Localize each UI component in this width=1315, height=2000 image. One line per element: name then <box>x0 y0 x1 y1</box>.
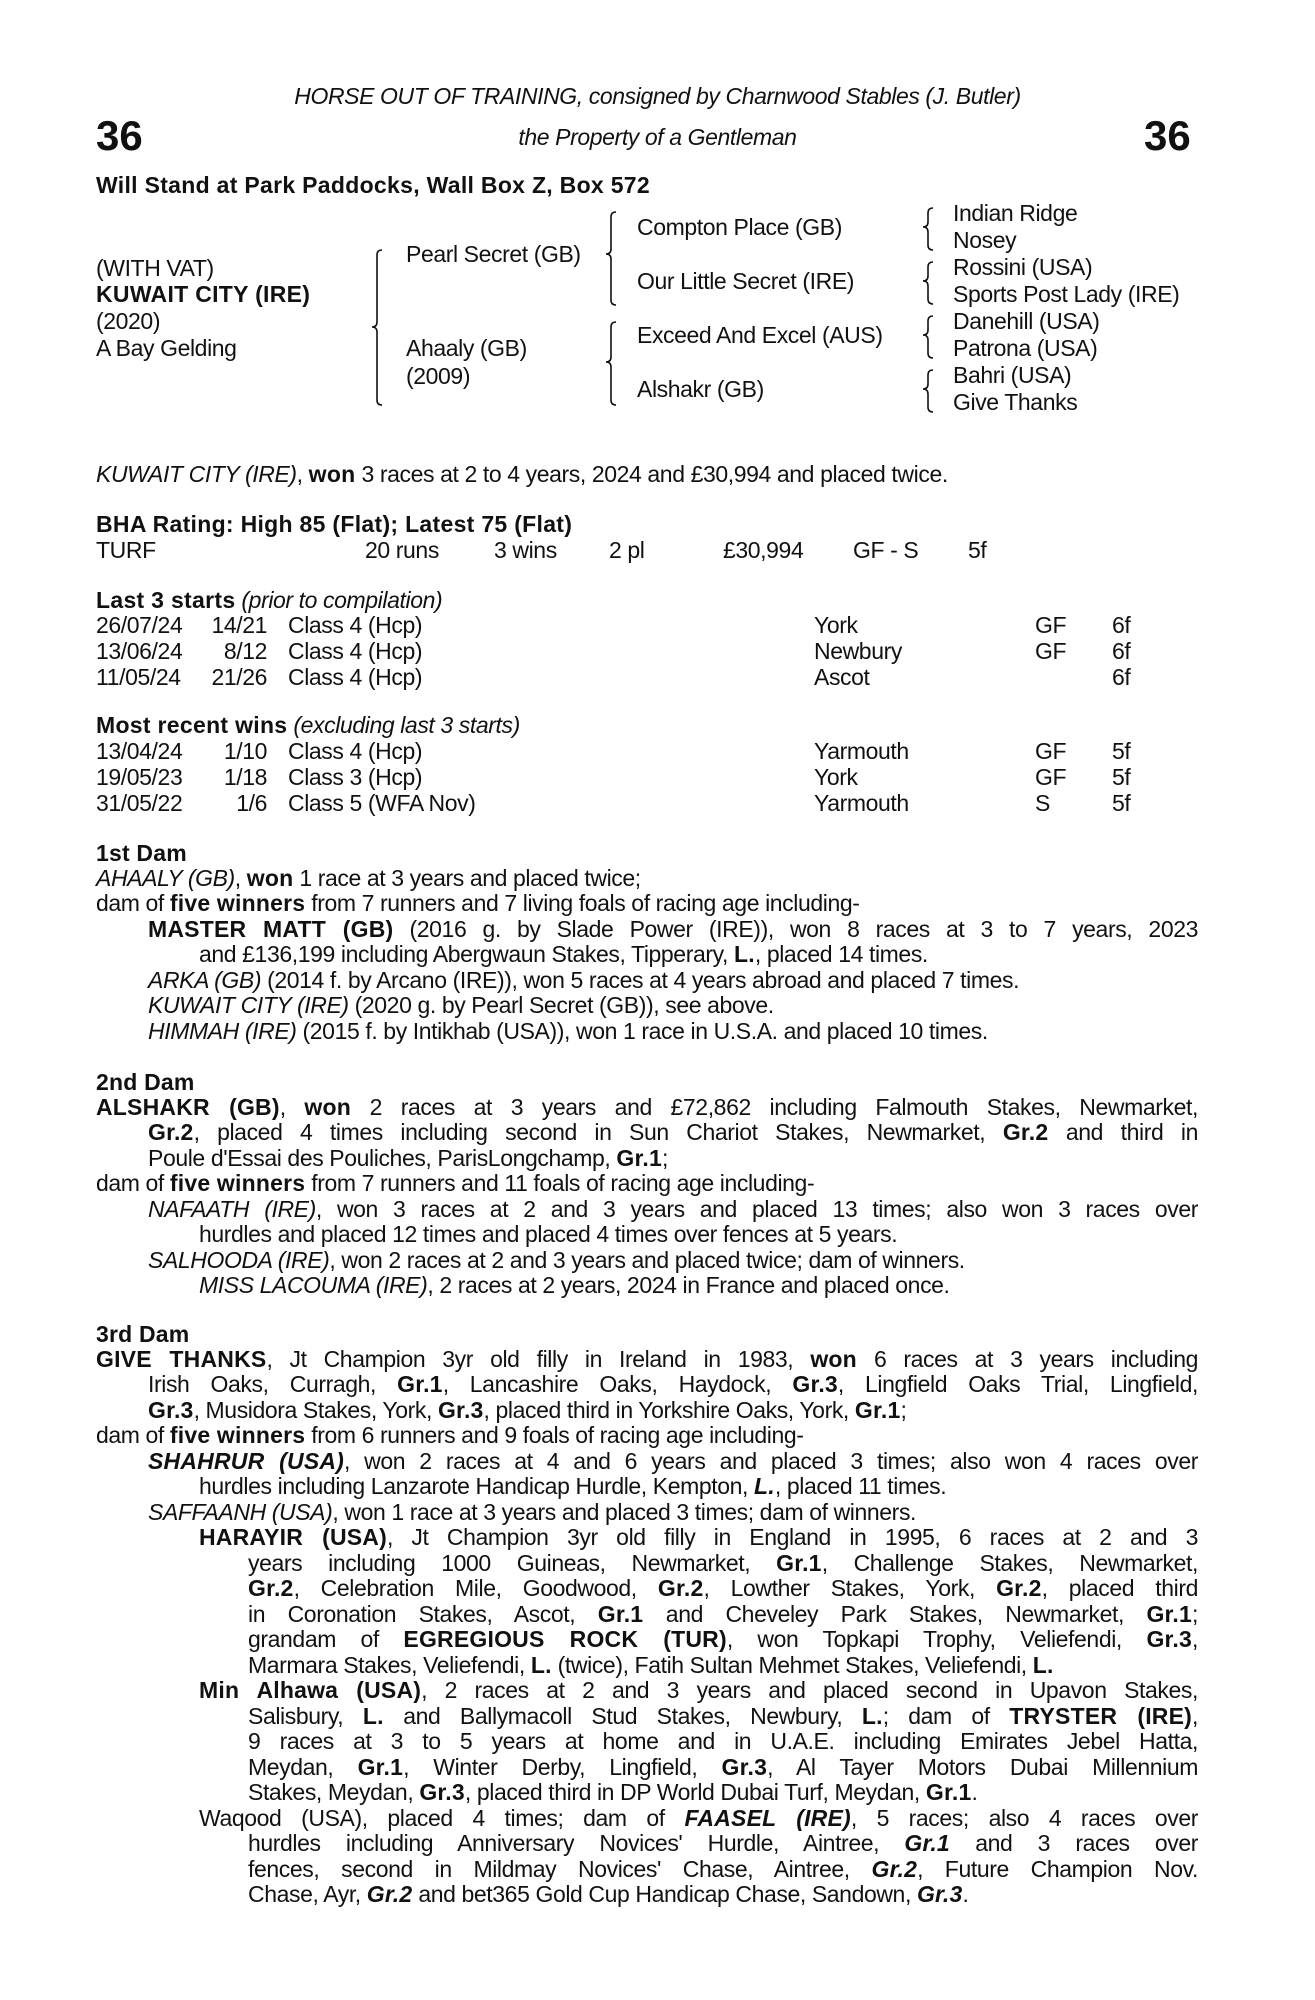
pedigree-text-line <box>148 1197 1198 1223</box>
pedigree-text-line <box>148 1398 1198 1424</box>
text-run: Gr.3 <box>916 1881 963 1907</box>
race-dist: 5f <box>1112 790 1131 816</box>
text-run: in Coronation Stakes, Ascot, <box>248 1600 598 1627</box>
stand-location: Will Stand at Park Paddocks, Wall Box Z, Box 572 <box>96 172 650 198</box>
text-run: Gr.2 <box>657 1575 704 1601</box>
great-grandparent: Indian Ridge <box>953 200 1078 226</box>
text-run: , Musidora Stakes, York, <box>193 1396 438 1423</box>
race-pos: 8/12 <box>223 638 267 664</box>
pedigree-bracket <box>923 208 933 250</box>
text-run: and £136,199 including Abergwaun Stakes, Tipperary, <box>199 941 734 967</box>
dam-year: (2009) <box>406 363 471 389</box>
text-run: , placed 14 times. <box>754 941 928 967</box>
text-run: MASTER MATT (GB) <box>148 915 394 942</box>
race-dist: 6f <box>1112 664 1131 690</box>
pedigree-text-line <box>148 1500 1198 1526</box>
horse-description: A Bay Gelding <box>96 335 237 361</box>
pedigree-text-line <box>248 1627 1198 1653</box>
text-run: , placed third in DP World Dubai Turf, Meydan, <box>464 1779 926 1805</box>
surface: TURF <box>96 537 156 563</box>
text-run: KUWAIT CITY (IRE) <box>148 992 349 1018</box>
pedigree-bracket <box>923 370 933 412</box>
race-date: 31/05/22 <box>96 790 183 816</box>
text-run: from 7 runners and 7 living foals of racing age including- <box>305 890 860 916</box>
pedigree-text-line <box>199 1525 1198 1551</box>
text-run: Waqood (USA), placed 4 times; dam of <box>199 1804 685 1831</box>
lot-number-left: 36 <box>96 112 143 159</box>
race-dist: 5f <box>1112 738 1131 764</box>
grandparent: Exceed And Excel (AUS) <box>637 322 883 348</box>
race-class: Class 4 (Hcp) <box>288 664 423 690</box>
text-run: years including 1000 Guineas, Newmarket, <box>248 1549 777 1576</box>
text-run: , <box>234 864 247 891</box>
pedigree-text-line <box>148 1372 1198 1398</box>
text-run: (2015 f. by Intikhab (USA)), won 1 race in U.S.A. and placed 10 times. <box>296 1017 988 1044</box>
race-going: GF <box>1035 612 1067 638</box>
pedigree-text-line <box>148 1146 1198 1172</box>
text-run: Gr.2 <box>871 1855 918 1882</box>
pedigree-text-line <box>248 1653 1198 1679</box>
pedigree-text-line <box>148 1248 1198 1274</box>
text-run: AHAALY (GB) <box>96 864 235 891</box>
pedigree-text-line <box>248 1831 1198 1857</box>
text-run: , 2 races at 2 and 3 years and placed second in Upavon Stakes, <box>421 1677 1198 1703</box>
text-run: ; <box>1192 1600 1198 1627</box>
text-run: Gr.3 <box>148 1396 194 1423</box>
text-run: , <box>279 1093 305 1120</box>
pedigree-text-line <box>148 1019 1198 1045</box>
text-run: L. <box>1032 1651 1054 1678</box>
last-starts-note: (prior to compilation) <box>235 587 443 613</box>
text-run: five winners <box>169 1170 306 1196</box>
pedigree-bracket <box>923 316 933 358</box>
pedigree-text-line <box>248 1755 1198 1781</box>
last-starts-heading <box>96 587 442 613</box>
grandparent: Alshakr (GB) <box>637 376 764 402</box>
race-dist: 6f <box>1112 638 1131 664</box>
race-course: Yarmouth <box>814 790 909 816</box>
sire: Pearl Secret (GB) <box>406 241 581 267</box>
text-run: Marmara Stakes, Veliefendi, <box>248 1651 531 1678</box>
text-run: SAFFAANH (USA) <box>148 1498 333 1525</box>
text-run: five winners <box>169 1422 306 1448</box>
text-run: Meydan, <box>248 1753 358 1780</box>
race-date: 11/05/24 <box>96 664 181 690</box>
text-run: Gr.1 <box>904 1830 950 1856</box>
text-run: hurdles including Lanzarote Handicap Hurdle, Kempton, <box>199 1473 755 1499</box>
text-run: SHAHRUR (USA) <box>148 1447 345 1474</box>
pedigree-text-line <box>248 1602 1198 1628</box>
text-run: , placed 4 times including second in Sun Chariot Stakes, Newmarket, <box>193 1119 1003 1145</box>
text-run: Gr.3 <box>792 1371 838 1397</box>
text-run: and Cheveley Park Stakes, Newmarket, <box>643 1600 1147 1627</box>
race-dist: 6f <box>1112 612 1131 638</box>
race-going: GF <box>1035 738 1067 764</box>
text-run: Gr.1 <box>397 1371 443 1397</box>
text-run: Gr.3 <box>1146 1626 1192 1652</box>
text-run: dam of <box>96 1422 170 1448</box>
race-going: GF <box>1035 764 1067 790</box>
pedigree-text-line <box>248 1576 1198 1602</box>
text-run: Gr.1 <box>925 1779 972 1805</box>
text-run: . <box>962 1881 969 1907</box>
pedigree-text-line <box>199 1222 1198 1248</box>
text-run: MISS LACOUMA (IRE) <box>199 1272 428 1298</box>
recent-wins-heading <box>96 712 520 738</box>
text-run: , Celebration Mile, Goodwood, <box>293 1575 658 1601</box>
consignment-line: HORSE OUT OF TRAINING, consigned by Charnwood Stables (J. Butler) <box>294 83 1021 109</box>
text-run: ARKA (GB) <box>148 966 262 993</box>
pedigree-text-line <box>199 942 1198 968</box>
race-going: S <box>1035 790 1050 816</box>
text-run: (2020 g. by Pearl Secret (GB)), see above. <box>348 992 774 1018</box>
great-grandparent: Nosey <box>953 227 1017 253</box>
text-run: 9 races at 3 to 5 years at home and in U.A.E. including Emirates Jebel Hatta, <box>248 1728 1198 1754</box>
text-run: , Lancashire Oaks, Haydock, <box>442 1371 793 1397</box>
pedigree-text-line <box>148 993 1198 1019</box>
race-class: Class 4 (Hcp) <box>288 738 423 764</box>
dam: Ahaaly (GB) <box>406 335 527 361</box>
text-run: dam of <box>96 890 170 916</box>
text-run: , Winter Derby, Lingfield, <box>403 1753 722 1780</box>
race-course: Ascot <box>814 664 870 690</box>
pedigree-bracket <box>923 262 933 304</box>
race-going: GF <box>1035 638 1067 664</box>
pedigree-text-line <box>248 1780 1198 1806</box>
text-run: L. <box>754 1473 775 1499</box>
text-run: , Jt Champion 3yr old filly in England in 1995, 6 races at 2 and 3 <box>386 1524 1198 1550</box>
text-run: , won 1 race at 3 years and placed 3 times; dam of winners. <box>332 1498 917 1525</box>
text-run: (2014 f. by Arcano (IRE)), won 5 races at 4 years abroad and placed 7 times. <box>261 966 1020 993</box>
race-course: York <box>814 764 858 790</box>
great-grandparent: Danehill (USA) <box>953 308 1100 334</box>
race-pos: 14/21 <box>211 612 267 638</box>
text-run: fences, second in Mildmay Novices' Chase, Aintree, <box>248 1855 872 1882</box>
horse-name: KUWAIT CITY (IRE) <box>96 281 311 307</box>
pedigree-bracket <box>372 250 382 405</box>
summary-horse-name: KUWAIT CITY (IRE) <box>96 461 297 487</box>
foaling-year: (2020) <box>96 308 161 334</box>
text-run: , placed third in Yorkshire Oaks, York, <box>483 1396 855 1423</box>
race-dist: 5f <box>1112 764 1131 790</box>
race-pos: 21/26 <box>211 664 267 690</box>
pedigree-text-line <box>148 917 1198 943</box>
text-run: 1 race at 3 years and placed twice; <box>293 864 641 891</box>
text-run: hurdles including Anniversary Novices' Hurdle, Aintree, <box>248 1830 905 1856</box>
text-run: Min Alhawa (USA) <box>199 1677 422 1703</box>
dam-title: 2nd Dam <box>96 1069 195 1095</box>
great-grandparent: Bahri (USA) <box>953 362 1072 388</box>
text-run: L. <box>362 1702 384 1729</box>
pedigree-text-line <box>148 1449 1198 1475</box>
recent-wins-title: Most recent wins <box>96 712 288 738</box>
race-date: 26/07/24 <box>96 612 183 638</box>
placed: 2 pl <box>609 537 645 563</box>
text-run: Gr.2 <box>248 1575 294 1601</box>
text-run: dam of <box>96 1170 170 1196</box>
text-run: L. <box>861 1702 883 1729</box>
pedigree-text-line <box>199 1678 1198 1704</box>
race-pos: 1/6 <box>236 790 267 816</box>
pedigree-text-line <box>199 1273 1198 1299</box>
summary-won: won <box>308 461 356 487</box>
wins: 3 wins <box>494 537 557 563</box>
text-run: Gr.2 <box>366 1881 413 1907</box>
text-run: . <box>971 1779 978 1805</box>
text-run: (twice), Fatih Sultan Mehmet Stakes, Veliefendi, <box>551 1651 1033 1678</box>
text-run: won <box>304 1093 351 1120</box>
pedigree-text-line <box>148 968 1198 994</box>
text-run: from 7 runners and 11 foals of racing age including- <box>305 1170 815 1196</box>
lot-number-right: 36 <box>1144 112 1191 159</box>
text-run: L. <box>734 941 755 967</box>
text-run: HIMMAH (IRE) <box>148 1017 297 1044</box>
text-run: 2 races at 3 years and £72,862 including Falmouth Stakes, Newmarket, <box>351 1093 1198 1120</box>
great-grandparent: Rossini (USA) <box>953 254 1093 280</box>
pedigree-text-line <box>248 1882 1198 1908</box>
text-run: ; dam of <box>882 1702 1010 1729</box>
owner-line: the Property of a Gentleman <box>518 124 797 150</box>
race-date: 19/05/23 <box>96 764 183 790</box>
text-run: SALHOODA (IRE) <box>148 1246 330 1273</box>
race-class: Class 4 (Hcp) <box>288 638 423 664</box>
text-run: Gr.3 <box>721 1753 768 1780</box>
pedigree-text-line <box>248 1551 1198 1577</box>
pedigree-text-line <box>148 1120 1198 1146</box>
text-run: grandam of <box>248 1626 404 1652</box>
last-starts-title: Last 3 starts <box>96 587 236 613</box>
text-run: TRYSTER (IRE) <box>1009 1702 1192 1729</box>
pedigree-text-line <box>96 1171 1198 1197</box>
text-run: Chase, Ayr, <box>248 1881 367 1907</box>
text-run: , 5 races; also 4 races over <box>850 1804 1198 1831</box>
text-run: , Lingfield Oaks Trial, Lingfield, <box>837 1371 1198 1397</box>
text-run: Gr.1 <box>776 1549 822 1576</box>
text-run: , Challenge Stakes, Newmarket, <box>821 1549 1198 1576</box>
text-run: , won Topkapi Trophy, Veliefendi, <box>726 1626 1147 1652</box>
text-run: HARAYIR (USA) <box>199 1524 387 1550</box>
text-run: , Al Tayer Motors Dubai Millennium <box>767 1753 1198 1780</box>
text-run: , Lowther Stakes, York, <box>703 1575 997 1601</box>
summary-rest: 3 races at 2 to 4 years, 2024 and £30,994 and placed twice. <box>355 461 948 487</box>
pedigree-text-line <box>199 1806 1198 1832</box>
pedigree-text-line <box>96 866 1198 892</box>
race-pos: 1/18 <box>223 764 267 790</box>
text-run: NAFAATH (IRE) <box>148 1195 316 1222</box>
race-class: Class 5 (WFA Nov) <box>288 790 476 816</box>
distance: 5f <box>968 537 987 563</box>
text-run: GIVE THANKS <box>96 1345 267 1372</box>
text-run: , <box>1192 1702 1198 1729</box>
text-run: won <box>810 1345 857 1372</box>
pedigree-text-line <box>96 1095 1198 1121</box>
text-run: Gr.2 <box>996 1575 1042 1601</box>
text-run: ; <box>900 1396 907 1423</box>
great-grandparent: Give Thanks <box>953 389 1078 415</box>
recent-wins-note: (excluding last 3 starts) <box>287 712 520 738</box>
pedigree-text-line <box>96 891 1198 917</box>
text-run: and bet365 Gold Cup Handicap Chase, Sandown, <box>412 1881 917 1907</box>
text-run: Gr.1 <box>357 1753 404 1780</box>
race-course: York <box>814 612 858 638</box>
text-run: Gr.2 <box>1002 1119 1049 1145</box>
text-run: Gr.3 <box>437 1396 484 1423</box>
text-run: and third in <box>1048 1119 1198 1145</box>
text-run: FAASEL (IRE) <box>684 1804 851 1831</box>
text-run: Poule d'Essai des Pouliches, ParisLongchamp, <box>148 1144 617 1171</box>
race-course: Newbury <box>814 638 902 664</box>
text-run: , Jt Champion 3yr old filly in Ireland in 1983, <box>266 1345 811 1372</box>
race-class: Class 4 (Hcp) <box>288 612 423 638</box>
text-run: L. <box>530 1651 552 1678</box>
pedigree-text-line <box>199 1474 1198 1500</box>
text-run: ALSHAKR (GB) <box>96 1093 280 1120</box>
text-run: , <box>1192 1626 1198 1652</box>
text-run: and 3 races over <box>949 1830 1198 1856</box>
text-run: EGREGIOUS ROCK (TUR) <box>403 1626 727 1652</box>
grandparent: Our Little Secret (IRE) <box>637 268 855 294</box>
pedigree-bracket <box>606 212 616 305</box>
bha-rating: BHA Rating: High 85 (Flat); Latest 75 (Flat) <box>96 511 573 537</box>
great-grandparent: Patrona (USA) <box>953 335 1098 361</box>
text-run: , won 3 races at 2 and 3 years and placed 13 times; also won 3 races over <box>315 1195 1199 1222</box>
race-date: 13/06/24 <box>96 638 183 664</box>
dam-title: 1st Dam <box>96 840 187 866</box>
text-run: and Ballymacoll Stud Stakes, Newbury, <box>383 1702 862 1729</box>
text-run: five winners <box>169 890 306 916</box>
race-summary <box>96 461 948 487</box>
text-run: Gr.2 <box>148 1119 194 1145</box>
dam-title: 3rd Dam <box>96 1321 190 1347</box>
text-run: , won 2 races at 2 and 3 years and placed twice; dam of winners. <box>329 1246 965 1273</box>
pedigree-bracket <box>606 322 616 405</box>
text-run: , Future Champion Nov. <box>917 1855 1198 1882</box>
text-run: , placed 11 times. <box>774 1473 947 1499</box>
race-class: Class 3 (Hcp) <box>288 764 423 790</box>
going-range: GF - S <box>853 537 919 563</box>
text-run: Salisbury, <box>248 1702 363 1729</box>
vat-note: (WITH VAT) <box>96 255 214 281</box>
text-run: hurdles and placed 12 times and placed 4 times over fences at 5 years. <box>199 1221 898 1247</box>
race-date: 13/04/24 <box>96 738 183 764</box>
pedigree-text-line <box>96 1423 1198 1449</box>
summary-sep: , <box>296 461 309 487</box>
text-run: Gr.3 <box>419 1779 465 1805</box>
pedigree-text-line <box>248 1857 1198 1883</box>
text-run: (2016 g. by Slade Power (IRE)), won 8 races at 3 to 7 years, 2023 <box>393 915 1199 942</box>
text-run: , placed third <box>1041 1575 1198 1601</box>
race-pos: 1/10 <box>223 738 267 764</box>
text-run: Gr.1 <box>854 1396 901 1423</box>
earnings: £30,994 <box>723 537 804 563</box>
text-run: , won 2 races at 4 and 6 years and placed 3 times; also won 4 races over <box>344 1447 1198 1474</box>
pedigree-text-line <box>96 1347 1198 1373</box>
grandparent: Compton Place (GB) <box>637 214 842 240</box>
text-run: Stakes, Meydan, <box>248 1779 420 1805</box>
text-run: Gr.1 <box>597 1600 644 1627</box>
pedigree-text-line <box>248 1729 1198 1755</box>
runs: 20 runs <box>365 537 439 563</box>
text-run: Irish Oaks, Curragh, <box>148 1371 398 1397</box>
text-run: won <box>246 864 294 891</box>
text-run: Gr.1 <box>1146 1600 1192 1627</box>
text-run: ; <box>661 1144 668 1171</box>
race-course: Yarmouth <box>814 738 909 764</box>
text-run: Gr.1 <box>616 1144 662 1171</box>
text-run: , 2 races at 2 years, 2024 in France and placed once. <box>427 1272 950 1298</box>
text-run: 6 races at 3 years including <box>856 1345 1198 1372</box>
great-grandparent: Sports Post Lady (IRE) <box>953 281 1180 307</box>
text-run: from 6 runners and 9 foals of racing age including- <box>305 1422 804 1448</box>
pedigree-text-line <box>248 1704 1198 1730</box>
